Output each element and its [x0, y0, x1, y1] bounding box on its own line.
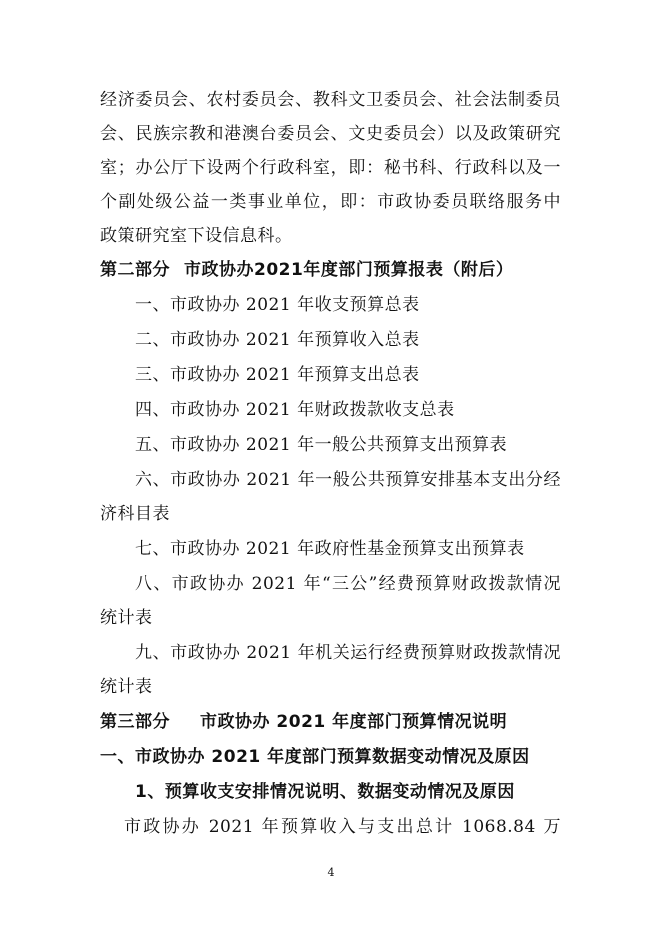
report-item-6-line-2: 济科目表: [100, 504, 170, 524]
intro-line-1: 经济委员会、农村委员会、教科文卫委员会、社会法制委员: [100, 90, 561, 110]
report-item-4: 四、市政协办 2021 年财政拨款收支总表: [135, 400, 455, 420]
part3-heading-number: 第三部分: [100, 712, 170, 732]
report-item-6-line-1: 六、市政协办 2021 年一般公共预算安排基本支出分经: [135, 470, 561, 490]
report-item-5: 五、市政协办 2021 年一般公共预算支出预算表: [135, 435, 508, 455]
intro-line-4: 个副处级公益一类事业单位，即：市政协委员联络服务中: [100, 192, 561, 212]
report-item-9-line-1: 九、市政协办 2021 年机关运行经费预算财政拨款情况: [135, 643, 561, 663]
subsection-heading-1: 1、预算收支安排情况说明、数据变动情况及原因: [135, 782, 515, 802]
report-item-8-line-2: 统计表: [100, 608, 153, 628]
intro-line-3: 室；办公厅下设两个行政科室，即：秘书科、行政科以及一: [100, 158, 561, 178]
body-paragraph-line-1: 市政协办 2021 年预算收入与支出总计 1068.84 万: [124, 817, 561, 837]
part2-heading-number: 第二部分: [100, 260, 170, 280]
report-item-9-line-2: 统计表: [100, 677, 153, 697]
intro-line-5: 政策研究室下设信息科。: [100, 226, 293, 246]
report-item-7: 七、市政协办 2021 年政府性基金预算支出预算表: [135, 539, 525, 559]
part2-heading-title: 市政协办2021年度部门预算报表（附后）: [184, 260, 514, 280]
part3-heading-title: 市政协办 2021 年度部门预算情况说明: [200, 712, 508, 732]
intro-line-2: 会、民族宗教和港澳台委员会、文史委员会）以及政策研究: [100, 124, 561, 144]
section-heading-1: 一、市政协办 2021 年度部门预算数据变动情况及原因: [100, 747, 530, 767]
report-item-1: 一、市政协办 2021 年收支预算总表: [135, 295, 420, 315]
page-number: 4: [327, 866, 335, 879]
report-item-3: 三、市政协办 2021 年预算支出总表: [135, 365, 420, 385]
report-item-8-line-1: 八、市政协办 2021 年“三公”经费预算财政拨款情况: [135, 574, 561, 594]
report-item-2: 二、市政协办 2021 年预算收入总表: [135, 330, 420, 350]
